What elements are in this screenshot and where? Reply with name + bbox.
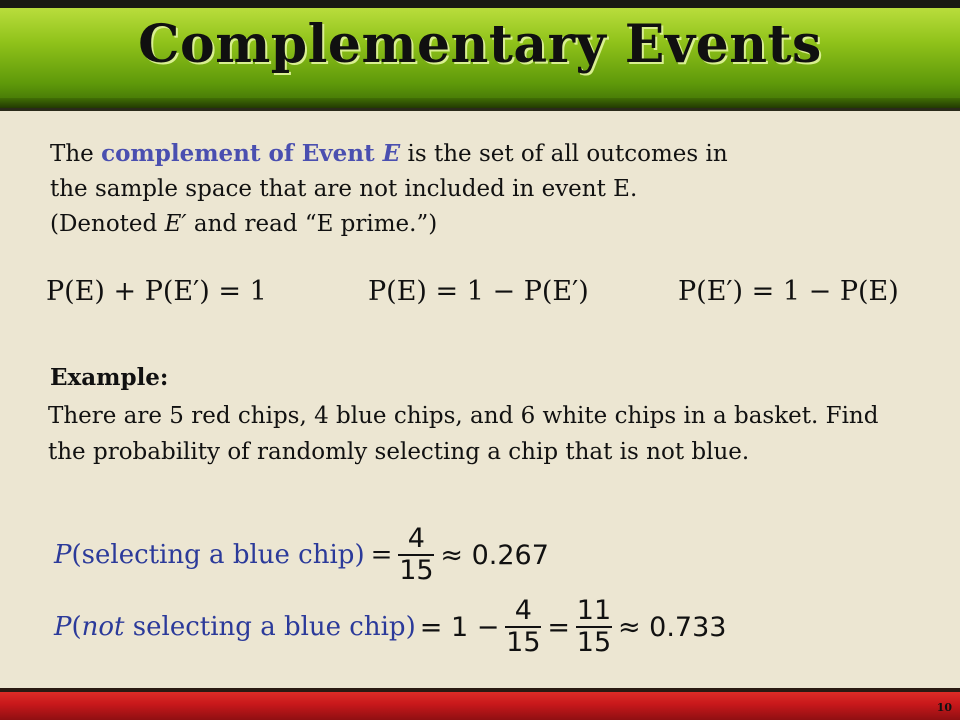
definition-line-1 [50, 136, 900, 172]
bottom-bar-stripe [0, 688, 960, 692]
bottom-bar [0, 688, 960, 720]
eq2-frac2-den: 15 [576, 627, 612, 658]
eq2-frac1-den: 15 [506, 627, 541, 658]
definition-term-var: E [382, 140, 401, 167]
equation-blue-chip [54, 524, 549, 586]
eq1-equals: = [370, 540, 393, 570]
equation-not-blue-chip [54, 596, 726, 658]
eq2-fraction-2 [576, 596, 612, 658]
eq2-open: ( [71, 612, 82, 642]
formula-p-e-prime: P(E′) = 1 − P(E) [678, 276, 899, 307]
eq2-approx: ≈ 0.733 [617, 611, 727, 643]
example-heading: Example: [50, 364, 169, 391]
eq2-frac2-num: 11 [576, 595, 612, 626]
definition-term-text: complement of Event [101, 140, 383, 167]
formula-sum: P(E) + P(E′) = 1 [46, 276, 267, 307]
eq1-frac-den: 15 [399, 555, 434, 586]
eq2-frac1-num: 4 [514, 595, 532, 626]
definition-line-3 [50, 207, 900, 242]
eq1-lhs: (selecting a blue chip) [71, 540, 365, 570]
eq2-lhs: selecting a blue chip) [124, 612, 416, 642]
eq1-approx: ≈ 0.267 [440, 539, 549, 571]
definition-line3-var: E′ [164, 211, 187, 237]
slide-number: 10 [936, 701, 952, 714]
slide-title: Complementary Events [138, 14, 822, 75]
eq2-not: not [81, 612, 125, 642]
definition-line-2: the sample space that are not included in event E. [50, 176, 638, 202]
definition-term [101, 140, 400, 167]
definition-pre: The [50, 141, 102, 167]
eq1-fraction [398, 524, 434, 586]
eq1-p: P [54, 540, 72, 570]
definition-paragraph [50, 136, 900, 242]
eq2-equals-2: = [547, 611, 570, 643]
eq2-fraction-1 [505, 596, 541, 658]
definition-line3-pre: (Denoted [50, 211, 165, 237]
eq1-frac-num: 4 [407, 523, 425, 554]
example-body: There are 5 red chips, 4 blue chips, and 6 white chips in a basket. Find the probability of randomly selecting a chip that is not blue. [48, 403, 879, 465]
definition-post: is the set of all outcomes in [400, 141, 728, 167]
definition-line3-post: and read “E prime.”) [186, 211, 438, 237]
formula-p-e: P(E) = 1 − P(E′) [368, 276, 589, 307]
eq2-p: P [54, 612, 72, 642]
eq2-equals: = 1 − [419, 611, 500, 643]
